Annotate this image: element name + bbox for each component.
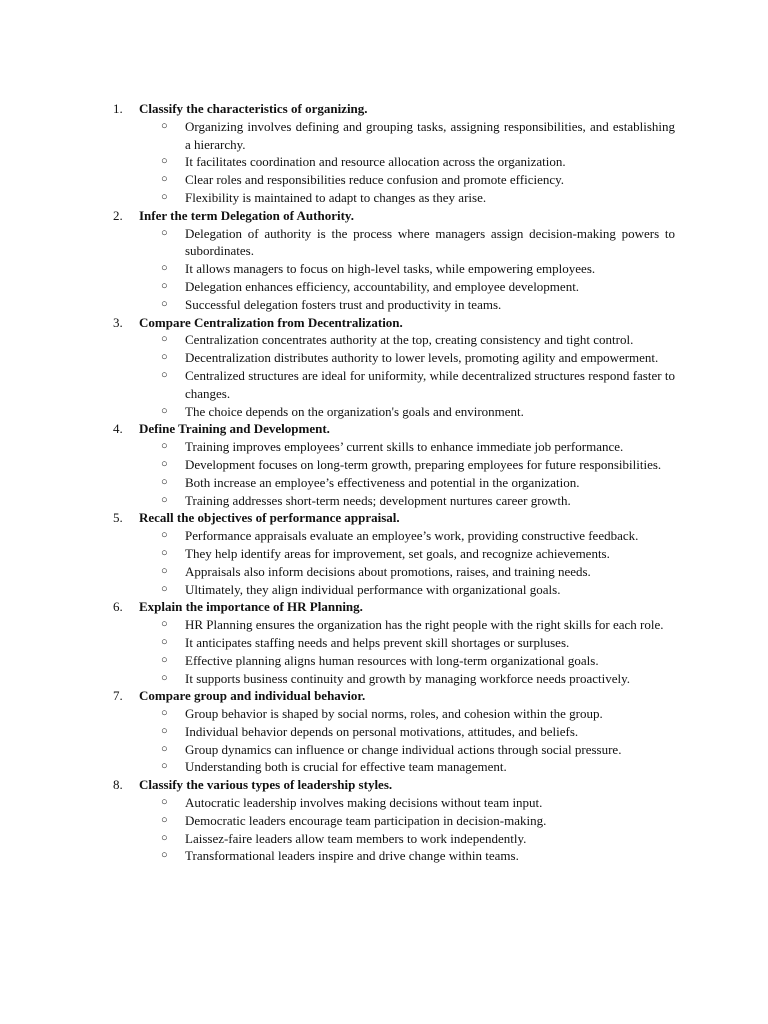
question-number: 4. [113,421,123,437]
question-title: Classify the various types of leadership styles. [139,777,393,793]
answer-point [139,331,675,349]
answer-point [139,118,675,154]
answer-point [139,830,675,848]
answer-point [139,812,675,830]
answer-points [139,794,675,865]
circle-bullet-icon: ○ [161,760,168,773]
question-number: 7. [113,688,123,704]
answer-points [139,438,675,509]
circle-bullet-icon: ○ [161,546,168,559]
circle-bullet-icon: ○ [161,262,168,275]
answer-point [139,705,675,723]
circle-bullet-icon: ○ [161,440,168,453]
question-number: 5. [113,510,123,526]
answer-point-text: Group dynamics can influence or change individual actions through social pressure. [185,741,622,757]
circle-bullet-icon: ○ [161,457,168,470]
question-title: Compare Centralization from Decentralization. [139,314,403,330]
answer-point [139,581,675,599]
question-item [113,598,675,687]
circle-bullet-icon: ○ [161,618,168,631]
question-title: Explain the importance of HR Planning. [139,599,363,615]
circle-bullet-icon: ○ [161,279,168,292]
answer-point [139,367,675,403]
answer-point-text: Centralization concentrates authority at the top, creating consistency and tight control. [185,332,634,348]
answer-point [139,741,675,759]
answer-point-text: Successful delegation fosters trust and productivity in teams. [185,296,502,312]
circle-bullet-icon: ○ [161,529,168,542]
circle-bullet-icon: ○ [161,653,168,666]
circle-bullet-icon: ○ [161,226,168,239]
circle-bullet-icon: ○ [161,564,168,577]
circle-bullet-icon: ○ [161,796,168,809]
answer-point-text: It allows managers to focus on high-level tasks, while empowering employees. [185,261,596,277]
answer-point-text: They help identify areas for improvement, set goals, and recognize achievements. [185,545,610,561]
answer-points [139,331,675,420]
answer-point-text: Delegation of authority is the process where managers assign decision-making powers to subordinates. [185,225,675,259]
question-title: Compare group and individual behavior. [139,688,366,704]
answer-point [139,527,675,545]
answer-point [139,492,675,510]
circle-bullet-icon: ○ [161,724,168,737]
answer-point-text: Flexibility is maintained to adapt to changes as they arise. [185,189,487,205]
question-title: Recall the objectives of performance appraisal. [139,510,400,526]
question-number: 3. [113,314,123,330]
answer-point-text: Development focuses on long-term growth, preparing employees for future responsibilities. [185,456,662,472]
circle-bullet-icon: ○ [161,190,168,203]
circle-bullet-icon: ○ [161,742,168,755]
answer-point-text: Training improves employees’ current skills to enhance immediate job performance. [185,439,624,455]
answer-points [139,225,675,314]
question-item [113,509,675,598]
circle-bullet-icon: ○ [161,155,168,168]
question-title: Classify the characteristics of organizing. [139,101,368,116]
circle-bullet-icon: ○ [161,635,168,648]
answer-point [139,794,675,812]
answer-point-text: Organizing involves defining and grouping tasks, assigning responsibilities, and establishing a hierarchy. [185,118,675,152]
answer-point [139,153,675,171]
answer-point [139,456,675,474]
answer-point-text: It anticipates staffing needs and helps prevent skill shortages or surpluses. [185,634,570,650]
answer-point-text: Autocratic leadership involves making decisions without team input. [185,795,543,811]
circle-bullet-icon: ○ [161,173,168,186]
answer-point [139,634,675,652]
question-number: 2. [113,207,123,223]
answer-point-text: The choice depends on the organization's goals and environment. [185,403,524,419]
answer-point-text: Transformational leaders inspire and drive change within teams. [185,848,519,864]
answer-point [139,545,675,563]
circle-bullet-icon: ○ [161,119,168,132]
circle-bullet-icon: ○ [161,333,168,346]
answer-points [139,118,675,207]
question-item [113,776,675,865]
circle-bullet-icon: ○ [161,849,168,862]
answer-point [139,847,675,865]
answer-point-text: Both increase an employee’s effectiveness and potential in the organization. [185,474,580,490]
answer-point [139,474,675,492]
answer-point-text: Laissez-faire leaders allow team members to work independently. [185,830,527,846]
question-number: 6. [113,599,123,615]
question-item [113,207,675,314]
answer-point-text: Group behavior is shaped by social norms, roles, and cohesion within the group. [185,706,603,722]
circle-bullet-icon: ○ [161,493,168,506]
answer-point [139,723,675,741]
answer-point-text: Decentralization distributes authority to lower levels, promoting agility and empowerment. [185,350,659,366]
answer-point-text: Democratic leaders encourage team participation in decision-making. [185,812,547,828]
question-item [113,420,675,509]
answer-point-text: It facilitates coordination and resource allocation across the organization. [185,154,566,170]
answer-point [139,189,675,207]
answer-point [139,260,675,278]
answer-point [139,652,675,670]
question-item [113,314,675,421]
answer-point-text: Performance appraisals evaluate an employee’s work, providing constructive feedback. [185,528,639,544]
answer-point [139,171,675,189]
circle-bullet-icon: ○ [161,582,168,595]
answer-points [139,705,675,776]
question-list [113,100,675,865]
circle-bullet-icon: ○ [161,475,168,488]
question-title: Define Training and Development. [139,421,330,437]
circle-bullet-icon: ○ [161,671,168,684]
answer-points [139,527,675,598]
question-number: 1. [113,101,123,116]
answer-point [139,563,675,581]
question-number: 8. [113,777,123,793]
answer-point [139,438,675,456]
circle-bullet-icon: ○ [161,813,168,826]
answer-points [139,616,675,687]
answer-point [139,403,675,421]
circle-bullet-icon: ○ [161,351,168,364]
answer-point [139,225,675,261]
answer-point-text: Individual behavior depends on personal motivations, attitudes, and beliefs. [185,723,579,739]
answer-point [139,349,675,367]
answer-point [139,616,675,634]
question-title: Infer the term Delegation of Authority. [139,207,354,223]
question-item [113,687,675,776]
answer-point-text: Understanding both is crucial for effective team management. [185,759,507,775]
answer-point-text: Appraisals also inform decisions about promotions, raises, and training needs. [185,563,591,579]
answer-point [139,758,675,776]
answer-point [139,296,675,314]
question-item [113,100,675,207]
circle-bullet-icon: ○ [161,707,168,720]
circle-bullet-icon: ○ [161,404,168,417]
answer-point [139,670,675,688]
answer-point-text: Delegation enhances efficiency, accountability, and employee development. [185,278,580,294]
circle-bullet-icon: ○ [161,831,168,844]
answer-point-text: Effective planning aligns human resources with long-term organizational goals. [185,652,599,668]
answer-point [139,278,675,296]
circle-bullet-icon: ○ [161,297,168,310]
circle-bullet-icon: ○ [161,368,168,381]
answer-point-text: Centralized structures are ideal for uniformity, while decentralized structures respond faster to changes. [185,367,675,401]
answer-point-text: Ultimately, they align individual performance with organizational goals. [185,581,561,597]
answer-point-text: Training addresses short-term needs; development nurtures career growth. [185,492,571,508]
answer-point-text: It supports business continuity and growth by managing workforce needs proactively. [185,670,631,686]
answer-point-text: HR Planning ensures the organization has the right people with the right skills for each role. [185,617,664,633]
answer-point-text: Clear roles and responsibilities reduce confusion and promote efficiency. [185,172,565,188]
